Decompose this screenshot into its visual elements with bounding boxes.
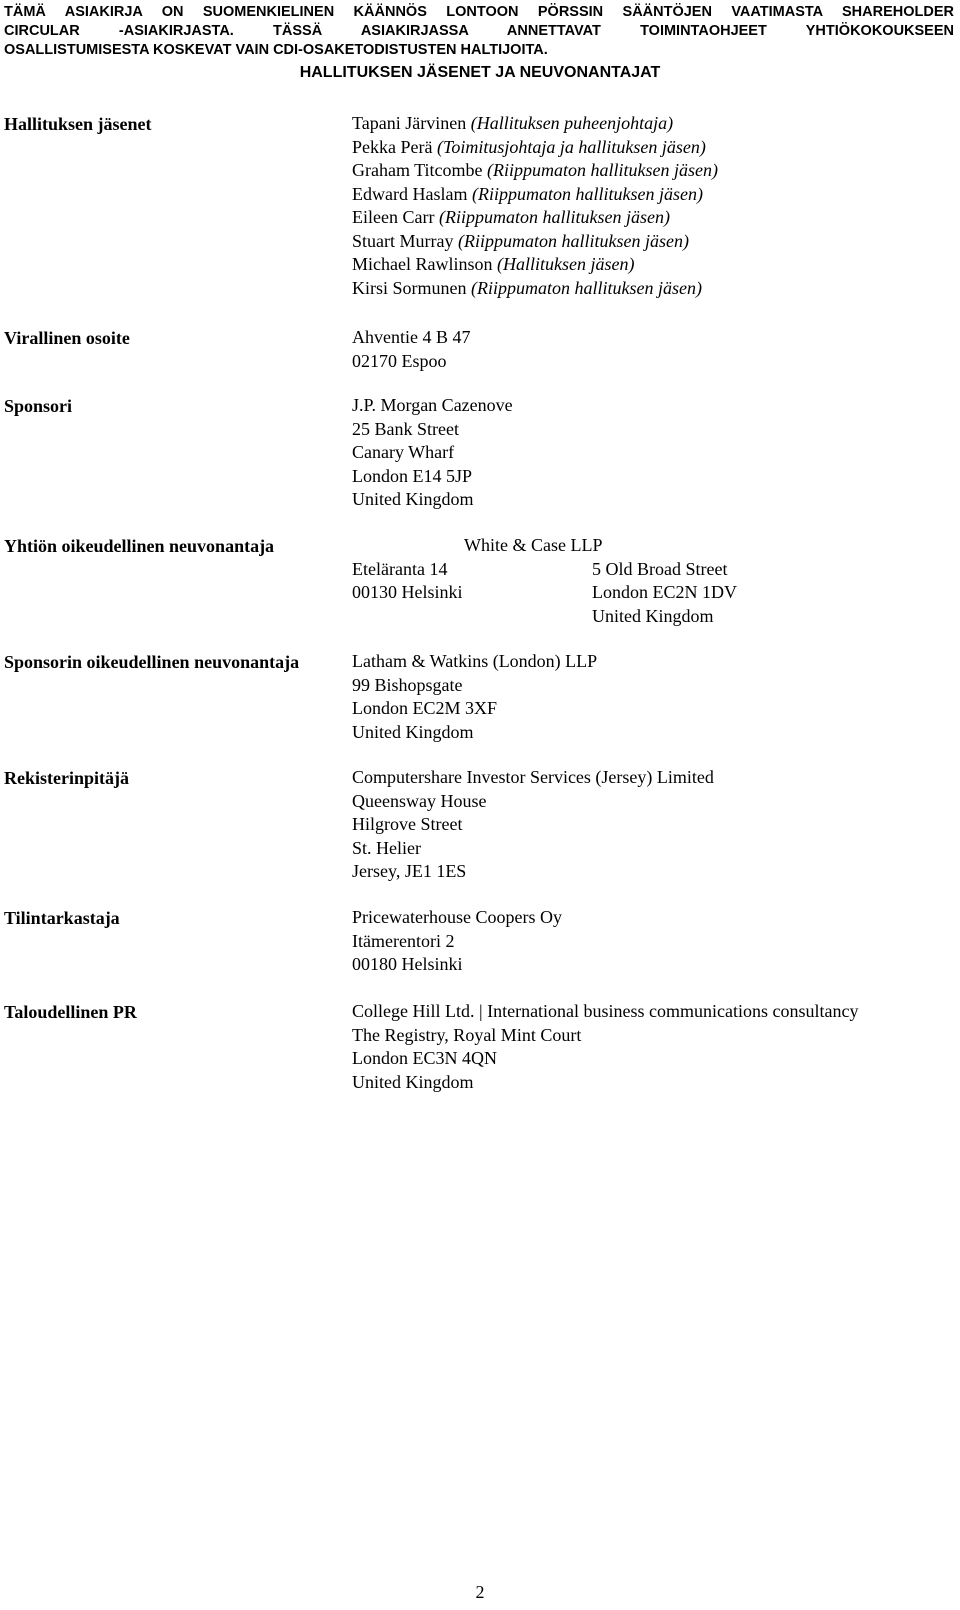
sponsor-legal-address: [352, 650, 597, 744]
address-line: Canary Wharf: [352, 442, 455, 462]
address-line: Pricewaterhouse Coopers Oy: [352, 907, 562, 927]
company-legal-columns: [352, 558, 737, 629]
helsinki-office: [352, 558, 592, 629]
board-member: Michael Rawlinson (Hallituksen jäsen): [352, 254, 635, 274]
notice-line: CIRCULAR -ASIAKIRJASTA. TÄSSÄ ASIAKIRJASSA ANNETTAVAT TOIMINTAOHJEET YHTIÖKOKOUKSEEN: [4, 23, 954, 39]
board-label: Hallituksen jäsenet: [4, 114, 152, 134]
address-line: St. Helier: [352, 837, 421, 858]
financial-pr-label: Taloudellinen PR: [4, 1002, 137, 1022]
address-line: United Kingdom: [352, 489, 474, 509]
registered-office-address: [352, 326, 471, 373]
address-line: Latham & Watkins (London) LLP: [352, 651, 598, 671]
page-number: 2: [475, 1582, 485, 1602]
address-line: Computershare Investor Services (Jersey) Limited: [352, 767, 714, 787]
registered-office-label: Virallinen osoite: [4, 328, 130, 348]
financial-pr-address: [352, 1000, 859, 1094]
address-line: 25 Bank Street: [352, 418, 459, 439]
address-line: United Kingdom: [352, 1071, 474, 1092]
address-line: Hilgrove Street: [352, 814, 463, 834]
address-line: Eteläranta 14: [352, 558, 448, 579]
notice-line: TÄMÄ ASIAKIRJA ON SUOMENKIELINEN KÄÄNNÖS LONTOON PÖRSSIN SÄÄNTÖJEN VAATIMASTA SHAREHOLDER: [4, 4, 954, 20]
address-line: 00180 Helsinki: [352, 954, 463, 974]
sponsor-label: Sponsori: [4, 396, 73, 416]
board-member: Stuart Murray (Riippumaton hallituksen jäsen): [352, 230, 689, 251]
auditor-label: Tilintarkastaja: [4, 908, 120, 928]
address-line: Queensway House: [352, 790, 487, 811]
auditor-address: [352, 906, 562, 977]
registrar-address: [352, 766, 714, 884]
address-line: Itämerentori 2: [352, 930, 455, 951]
address-line: The Registry, Royal Mint Court: [352, 1024, 582, 1045]
translation-notice: [4, 3, 954, 60]
address-line: London EC2M 3XF: [352, 698, 498, 718]
board-member: Kirsi Sormunen (Riippumaton hallituksen jäsen): [352, 277, 702, 298]
board-members-list: [352, 112, 718, 300]
board-member: Edward Haslam (Riippumaton hallituksen jäsen): [352, 183, 703, 204]
page-title: HALLITUKSEN JÄSENET JA NEUVONANTAJAT: [299, 64, 661, 81]
board-member: Tapani Järvinen (Hallituksen puheenjohtaja): [352, 113, 674, 133]
address-line: London E14 5JP: [352, 465, 473, 486]
board-member: Pekka Perä (Toimitusjohtaja ja hallituksen jäsen): [352, 136, 706, 157]
company-legal-address: [352, 534, 737, 628]
board-member: Eileen Carr (Riippumaton hallituksen jäsen): [352, 207, 670, 227]
address-line: J.P. Morgan Cazenove: [352, 395, 513, 415]
address-line: London EC3N 4QN: [352, 1048, 497, 1068]
london-office: [592, 558, 737, 629]
address-line: United Kingdom: [352, 721, 474, 742]
address-line: Ahventie 4 B 47: [352, 327, 471, 347]
registrar-label: Rekisterinpitäjä: [4, 768, 129, 788]
sponsor-address: [352, 394, 513, 512]
address-line: College Hill Ltd. | International business communications consultancy: [352, 1001, 859, 1021]
notice-line: OSALLISTUMISESTA KOSKEVAT VAIN CDI-OSAKETODISTUSTEN HALTIJOITA.: [4, 42, 548, 58]
address-line: Jersey, JE1 1ES: [352, 861, 467, 881]
address-line: 00130 Helsinki: [352, 582, 463, 602]
company-legal-firm: White & Case LLP: [464, 535, 603, 555]
address-line: 02170 Espoo: [352, 350, 447, 371]
address-line: 99 Bishopsgate: [352, 674, 463, 695]
sponsor-legal-label: Sponsorin oikeudellinen neuvonantaja: [4, 652, 300, 672]
board-member: Graham Titcombe (Riippumaton hallituksen jäsen): [352, 160, 718, 180]
address-line: London EC2N 1DV: [592, 582, 737, 602]
address-line: United Kingdom: [592, 605, 714, 626]
address-line: 5 Old Broad Street: [592, 558, 728, 579]
company-legal-label: Yhtiön oikeudellinen neuvonantaja: [4, 536, 275, 556]
